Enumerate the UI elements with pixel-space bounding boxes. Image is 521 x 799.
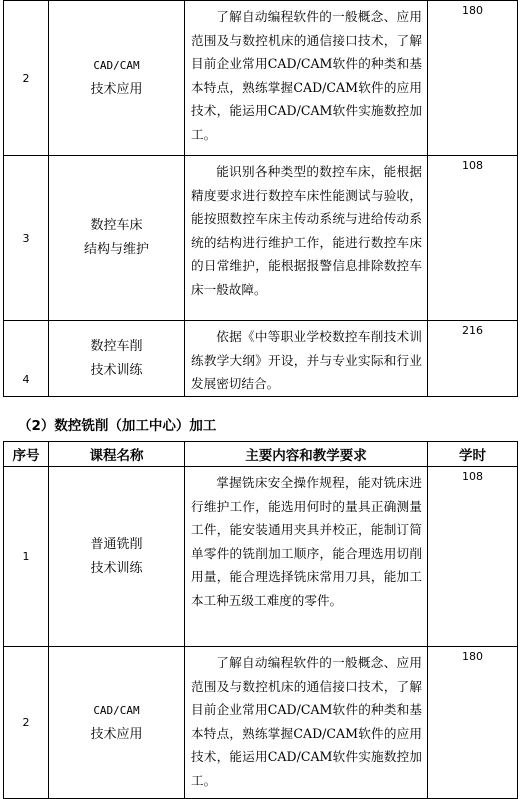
header-no: 序号: [4, 442, 49, 467]
course-hours: 180: [428, 1, 518, 156]
row-number: 2: [4, 1, 49, 156]
course-name: [49, 321, 185, 397]
course-name-line1: CAD/CAM: [93, 59, 140, 72]
course-name: [49, 1, 185, 156]
table-header-row: [4, 442, 518, 467]
course-name-line1: 数控车削: [90, 338, 143, 354]
course-name-line2: 技术训练: [90, 560, 143, 576]
row-number: 1: [4, 467, 49, 647]
table-row: [4, 647, 518, 799]
course-table-milling: [3, 441, 518, 799]
course-content: 了解自动编程软件的一般概念、应用范围及与数控机床的通信接口技术，了解目前企业常用CAD/CAM软件的种类和基本特点，熟练掌握CAD/CAM软件的应用技术，能运用CAD/CAM软件实施数控加工。: [185, 1, 428, 156]
course-name-line1: 普通铣削: [90, 536, 143, 552]
course-name-line2: 结构与维护: [83, 242, 149, 257]
course-name: [49, 156, 185, 321]
table-row: [4, 321, 518, 397]
table-row: [4, 467, 518, 647]
row-number: 2: [4, 647, 49, 799]
course-table-turning: [3, 0, 518, 397]
header-hours: 学时: [428, 442, 518, 467]
section-title: （2）数控铣削（加工中心）加工: [18, 418, 217, 434]
course-content: 掌握铣床安全操作规程，能对铣床进行维护工作，能选用何时的量具正确测量工件，能安装通用夹具并校正，能制订简单零件的铣削加工顺序，能合理选用切削用量，能合理选择铣床常用刀具，能加工本工种五级工难度的零件。: [185, 467, 428, 647]
course-name: [49, 467, 185, 647]
course-content: 能识别各种类型的数控车床，能根据精度要求进行数控车床性能测试与验收，能按照数控车床主传动系统与进给传动系统的结构进行维护工作，能进行数控车床的日常维护，能根据报警信息排除数控车床一般故障。: [185, 156, 428, 321]
header-name: 课程名称: [49, 442, 185, 467]
row-number: 3: [4, 156, 49, 321]
course-name-line2: 技术应用: [90, 726, 143, 742]
course-name: [49, 647, 185, 799]
course-content: 依据《中等职业学校数控车削技术训练教学大纲》开设，并与专业实际和行业发展密切结合。: [185, 321, 428, 397]
table-row: [4, 1, 518, 156]
course-hours: 108: [428, 156, 518, 321]
row-number: 4: [4, 321, 49, 397]
course-name-line2: 技术训练: [90, 362, 143, 378]
table-row: [4, 156, 518, 321]
course-hours: 180: [428, 647, 518, 799]
course-name-line2: 技术应用: [90, 82, 143, 97]
course-hours: 108: [428, 467, 518, 647]
course-name-line1: CAD/CAM: [93, 703, 140, 717]
course-name-line1: 数控车床: [90, 218, 143, 233]
course-content: 了解自动编程软件的一般概念、应用范围及与数控机床的通信接口技术，了解目前企业常用CAD/CAM软件的种类和基本特点，熟练掌握CAD/CAM软件的应用技术，能运用CAD/CAM软件实施数控加工。: [185, 647, 428, 799]
header-content: 主要内容和教学要求: [185, 442, 428, 467]
course-hours: 216: [428, 321, 518, 397]
